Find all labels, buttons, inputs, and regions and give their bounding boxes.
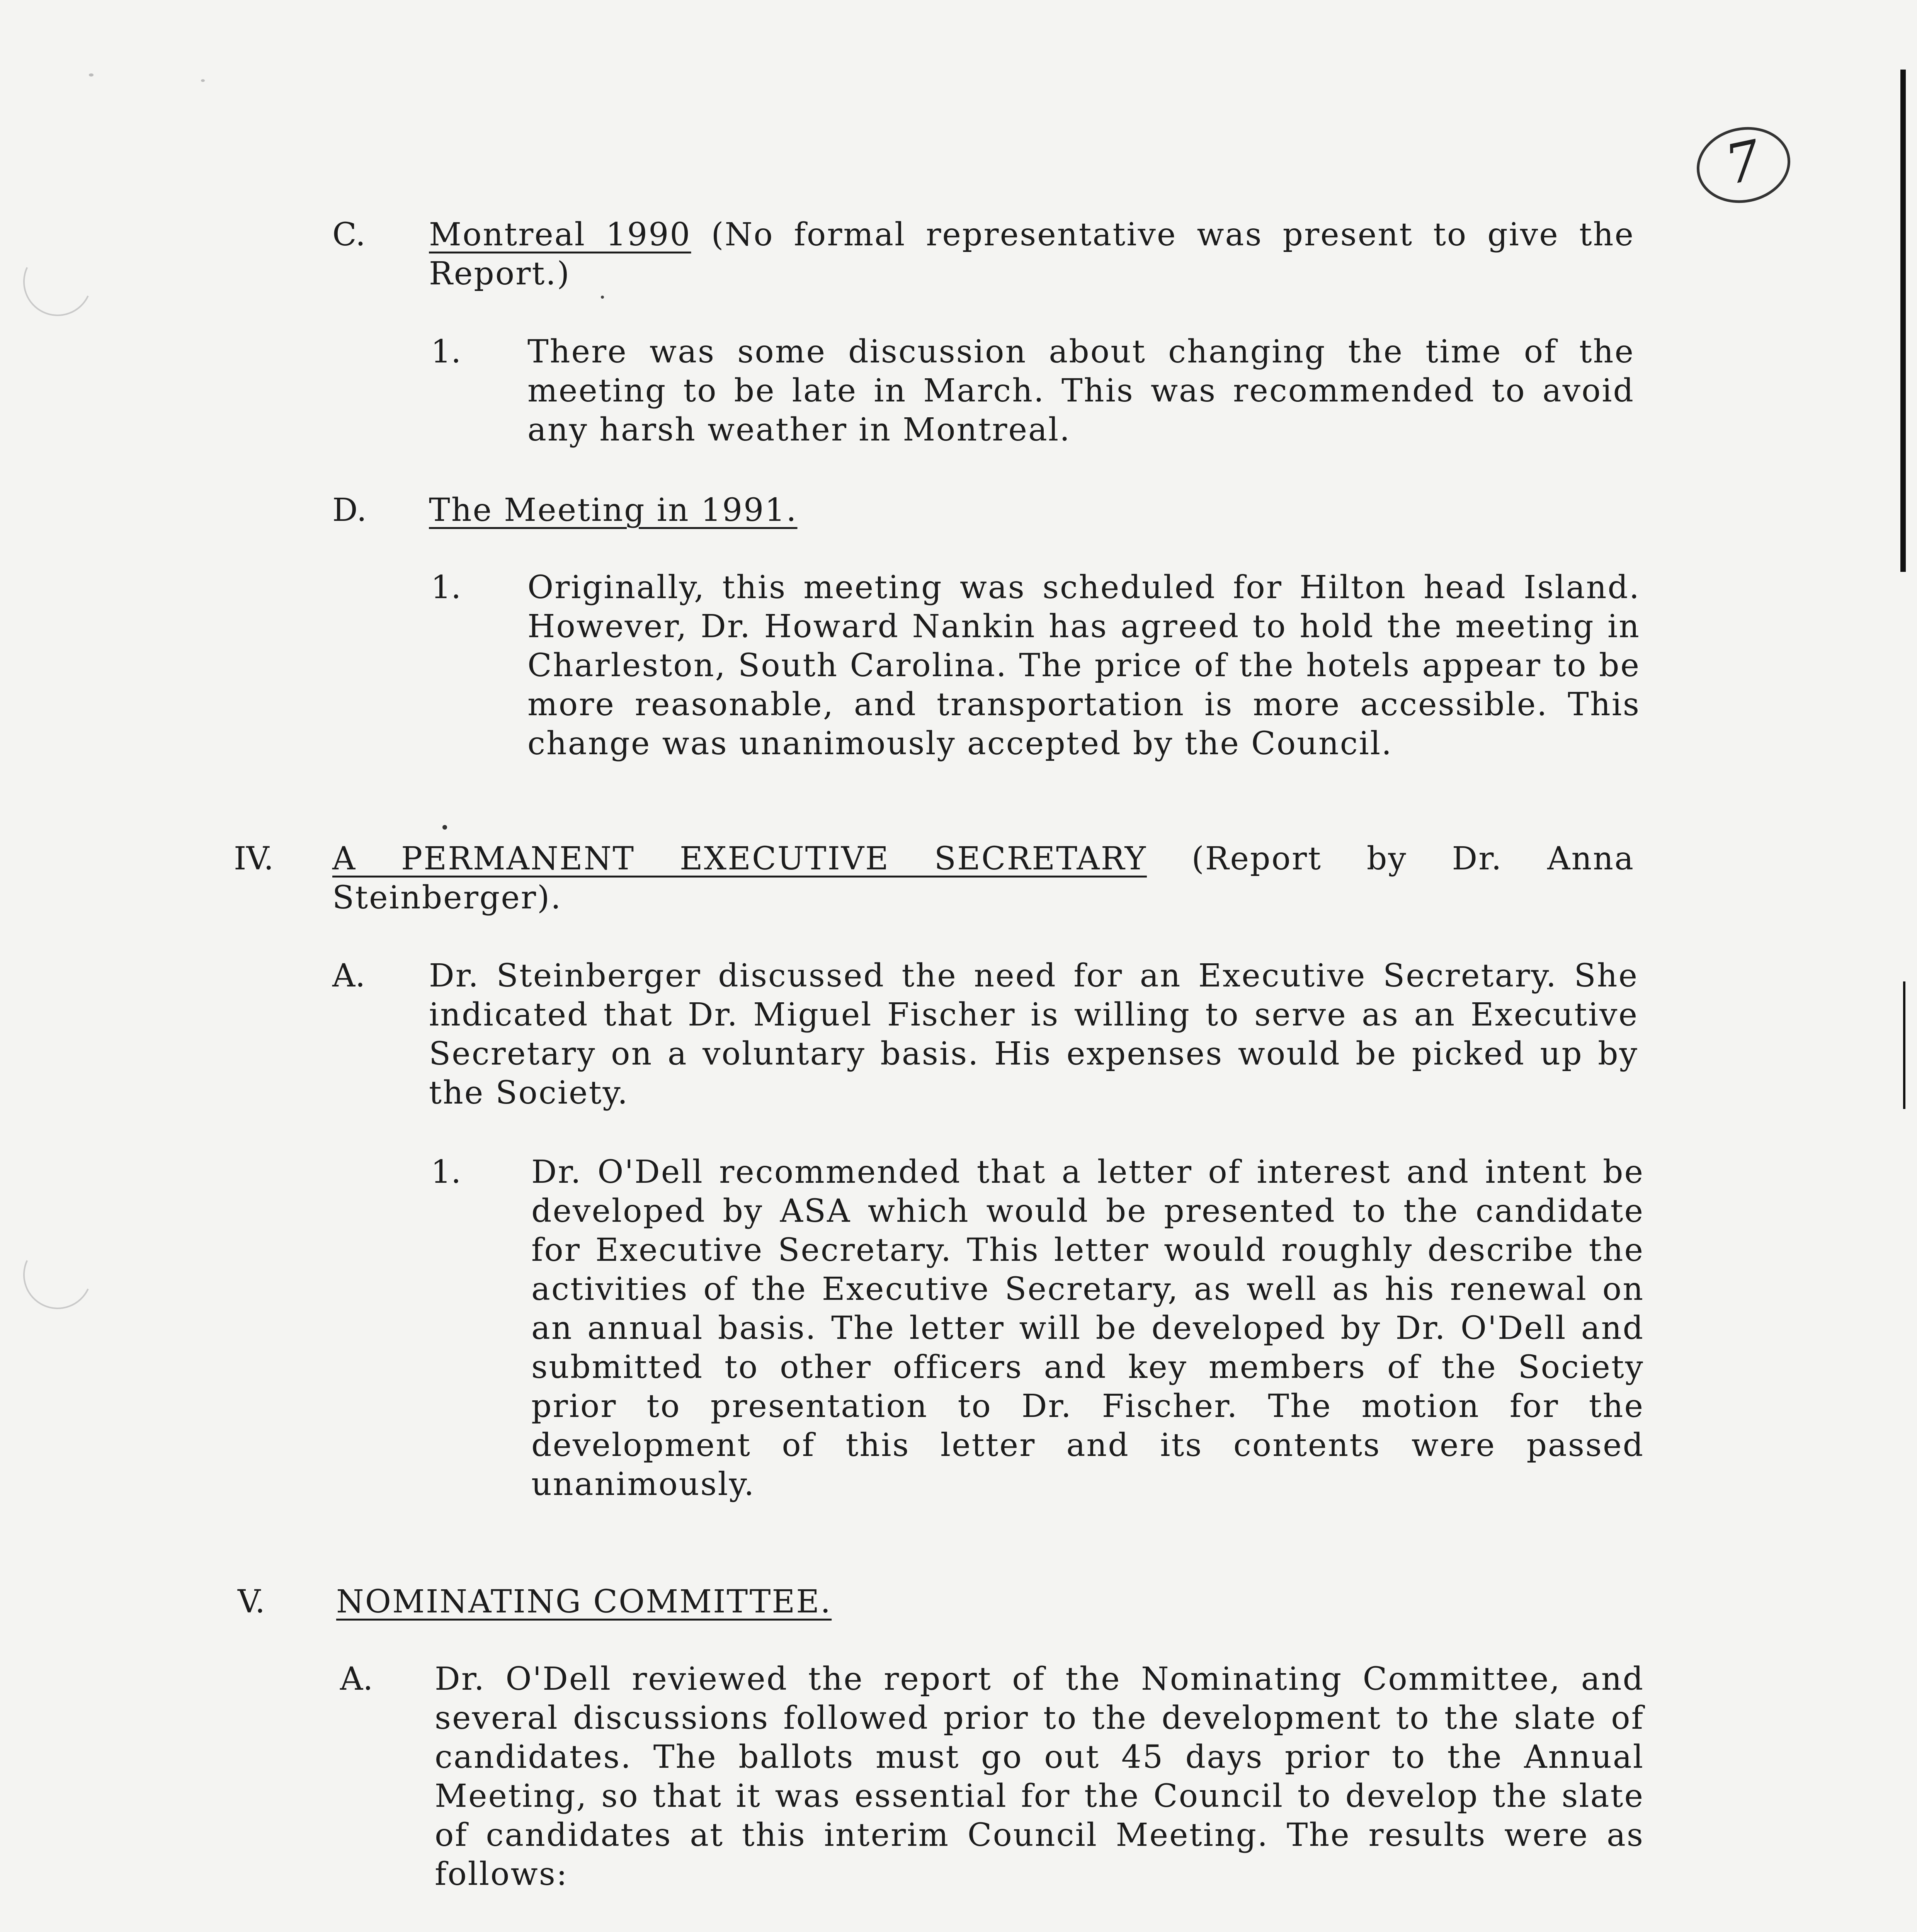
scan-speck xyxy=(601,296,604,299)
section-d-item1-label: 1. xyxy=(431,569,461,606)
section-d-heading xyxy=(429,491,798,530)
section-iv-label: IV. xyxy=(234,840,274,877)
section-c-label: C. xyxy=(332,216,366,253)
scan-edge-line xyxy=(1900,70,1906,572)
section-d-label: D. xyxy=(332,492,367,529)
section-d-item1-text: Originally, this meeting was scheduled for Hilton head Island. However, Dr. Howard Nankin has agreed to hold the meeting in Charleston, South Carolina. The price of the hotels appear to be more reasonable, and transportation is more accessible. This change was unanimously accepted by the Council. xyxy=(527,569,1640,762)
punch-hole-top xyxy=(14,238,102,326)
section-iv-item1-label: 1. xyxy=(431,1154,461,1190)
section-iv-a-label: A. xyxy=(332,957,366,994)
section-c-heading xyxy=(429,215,1635,293)
section-v-a-label: A. xyxy=(340,1661,373,1697)
section-iv-item1-text: Dr. O'Dell recommended that a letter of interest and intent be developed by ASA which would be presented to the candidate for Executive Secretary. This letter would roughly describe the activities of the Executive Secretary, as well as his renewal on an annual basis. The letter will be developed by Dr. O'Dell and submitted to other officers and key members of the Society prior to presentation to Dr. Fischer. The motion for the development of this letter and its contents were passed unanimously. xyxy=(531,1154,1644,1503)
section-c-title: Montreal 1990 xyxy=(429,216,691,253)
section-c-item1-text: There was some discussion about changing the time of the meeting to be late in March. This was recommended to avoid any harsh weather in Montreal. xyxy=(527,333,1635,448)
section-v-label: V. xyxy=(238,1583,265,1620)
section-c-item1-label: 1. xyxy=(431,333,461,370)
scan-speck xyxy=(89,73,94,77)
section-iv-title: A PERMANENT EXECUTIVE SECRETARY xyxy=(332,840,1147,877)
section-v-a-text: Dr. O'Dell reviewed the report of the Nominating Committee, and several discussions followed prior to the development to the slate of candidates. The ballots must go out 45 days prior to the Annual Meeting, so that it was essential for the Council to develop the slate of candidates at this interim Council Meeting. The results were as follows: xyxy=(435,1661,1644,1893)
punch-hole-middle xyxy=(14,1231,102,1319)
section-v-title: NOMINATING COMMITTEE. xyxy=(336,1583,832,1620)
section-c-title-rest: (No formal representative was present to give the Report.) xyxy=(429,216,1635,292)
section-iv-a-text: Dr. Steinberger discussed the need for an Executive Secretary. She indicated that Dr. Miguel Fischer is willing to serve as an Executive Secretary on a voluntary basis. His expenses would be picked up by the Society. xyxy=(429,957,1638,1111)
section-iv-heading xyxy=(332,839,1635,917)
section-d-title: The Meeting in 1991. xyxy=(429,492,798,529)
section-v-heading xyxy=(336,1582,832,1621)
scan-speck xyxy=(201,79,205,82)
scan-edge-mark xyxy=(1903,981,1905,1109)
page-mark: 7 xyxy=(1689,119,1797,211)
scan-speck xyxy=(442,825,447,830)
section-iv-title-rest: (Report by Dr. Anna Steinberger). xyxy=(332,840,1635,916)
